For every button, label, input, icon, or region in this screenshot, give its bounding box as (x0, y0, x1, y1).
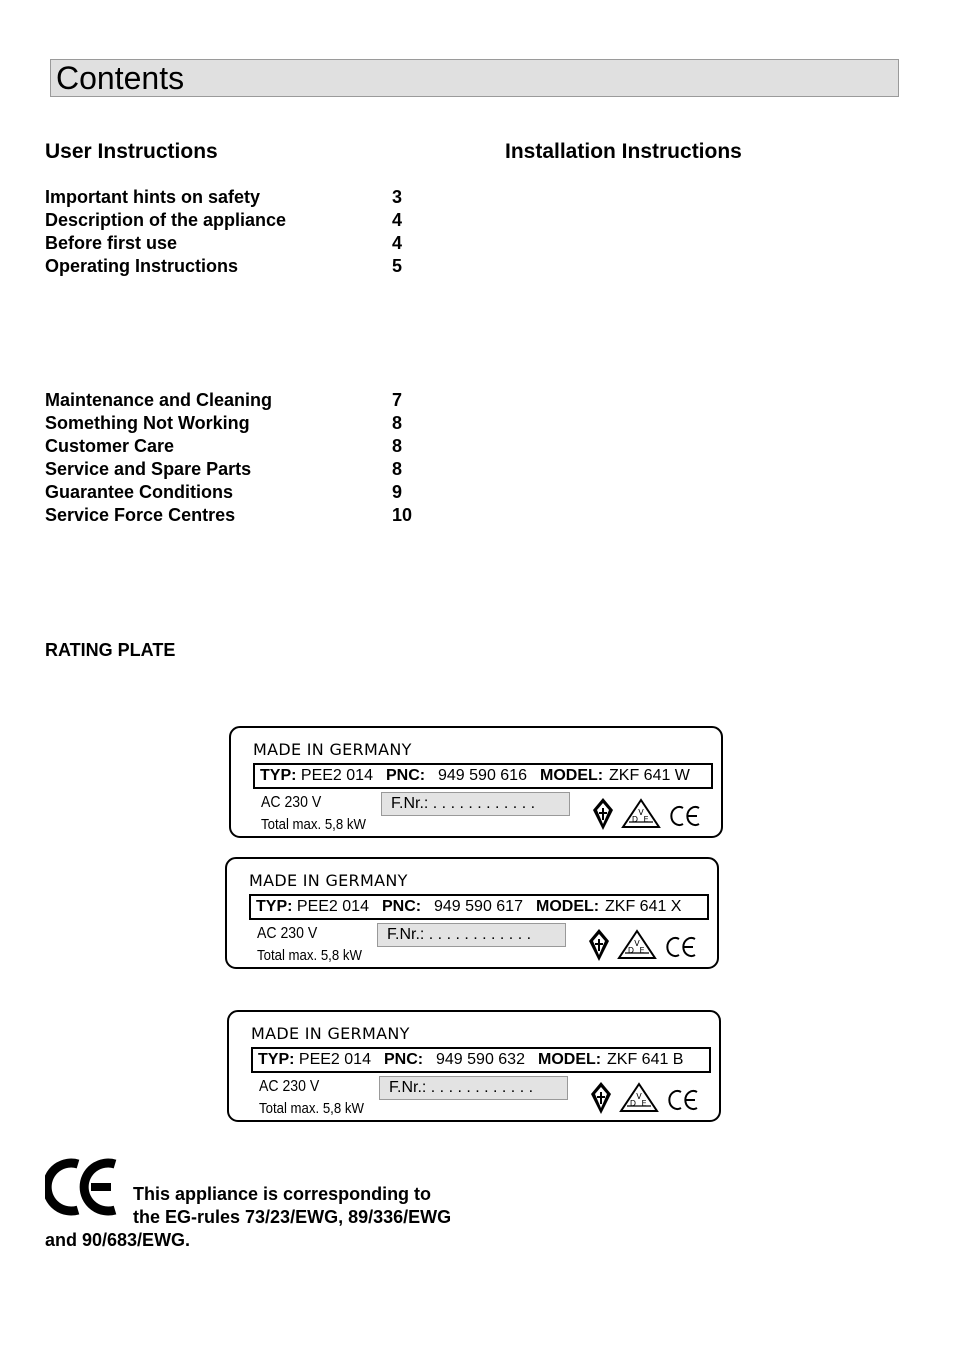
vde-letter-right: E (639, 946, 645, 955)
toc-item-page: 9 (392, 482, 403, 502)
model-label: MODEL: (540, 767, 604, 784)
plate-total-power: Total max. 5,8 kW (261, 816, 366, 833)
toc-item[interactable] (45, 412, 465, 435)
user-instructions-heading: User Instructions (45, 140, 218, 163)
plate-serial-field: F.Nr.: . . . . . . . . . . . . (379, 1076, 568, 1100)
toc-item[interactable] (45, 504, 465, 527)
vde-mark-icon (623, 800, 659, 827)
toc-item-page: 4 (392, 233, 403, 253)
toc-item-page: 3 (392, 187, 403, 207)
toc-item-page: 8 (392, 436, 403, 456)
plate-info-box (249, 894, 709, 920)
model-label: MODEL: (536, 898, 600, 915)
pnc-label: PNC: (382, 898, 422, 915)
rating-plate (225, 857, 719, 969)
pnc-value: 949 590 616 (438, 767, 527, 784)
pnc-value: 949 590 632 (436, 1051, 525, 1068)
model-value: ZKF 641 W (609, 767, 690, 784)
typ-label: TYP: (258, 1051, 295, 1068)
safety-mark-icon (593, 798, 613, 830)
vde-letter-right: E (643, 815, 649, 824)
model-label: MODEL: (538, 1051, 602, 1068)
toc-item[interactable] (45, 458, 465, 481)
toc-item-page: 8 (392, 413, 403, 433)
typ-value: PEE2 014 (296, 898, 369, 915)
ce-mark-icon (669, 1091, 697, 1109)
pnc-value: 949 590 617 (434, 898, 523, 915)
toc-group-1 (45, 186, 465, 278)
plate-voltage: AC 230 V (257, 925, 318, 942)
vde-letter-left: D (627, 946, 635, 955)
ce-mark-icon (671, 807, 699, 825)
plate-made-in: MADE IN GERMANY (251, 1024, 410, 1043)
toc-item-page: 5 (392, 256, 403, 276)
toc-item-label: Guarantee Conditions (45, 482, 234, 502)
plate-made-in: MADE IN GERMANY (249, 871, 408, 890)
toc-item-page: 8 (392, 459, 403, 479)
toc-item[interactable] (45, 255, 465, 278)
toc-group-2 (45, 389, 465, 527)
plate-voltage: AC 230 V (259, 1078, 320, 1095)
model-value: ZKF 641 X (605, 898, 682, 915)
toc-item[interactable] (45, 232, 465, 255)
typ-label: TYP: (256, 898, 293, 915)
conformity-line-2: the EG-rules 73/23/EWG, 89/336/EWG (133, 1207, 452, 1227)
installation-instructions-heading: Installation Instructions (505, 140, 742, 163)
vde-mark-icon (619, 931, 655, 958)
toc-item[interactable] (45, 389, 465, 412)
toc-item-page: 7 (392, 390, 403, 410)
vde-letter-top: V (636, 1092, 642, 1101)
certification-marks (591, 796, 711, 834)
plate-serial-field: F.Nr.: . . . . . . . . . . . . (377, 923, 566, 947)
toc-item-label: Customer Care (45, 436, 175, 456)
pnc-label: PNC: (384, 1051, 424, 1068)
vde-letter-top: V (634, 939, 640, 948)
contents-title-bar (50, 59, 899, 97)
model-value: ZKF 641 B (607, 1051, 684, 1068)
toc-item-label: Description of the appliance (45, 210, 287, 230)
plate-made-in: MADE IN GERMANY (253, 740, 412, 759)
plate-total-power: Total max. 5,8 kW (259, 1100, 364, 1117)
safety-mark-icon (591, 1082, 611, 1114)
vde-letter-left: D (631, 815, 639, 824)
conformity-line-3: and 90/683/EWG. (45, 1230, 191, 1250)
toc-item-label: Maintenance and Cleaning (45, 390, 273, 410)
toc-item-label: Operating Instructions (45, 256, 239, 276)
toc-item[interactable] (45, 435, 465, 458)
vde-mark-icon (621, 1084, 657, 1111)
typ-value: PEE2 014 (300, 767, 373, 784)
typ-label: TYP: (260, 767, 297, 784)
plate-info-box (251, 1047, 711, 1073)
vde-letter-right: E (641, 1099, 647, 1108)
rating-plate (229, 726, 723, 838)
plate-serial-field: F.Nr.: . . . . . . . . . . . . (381, 792, 570, 816)
rating-plate-heading: RATING PLATE (45, 640, 176, 660)
vde-letter-left: D (629, 1099, 637, 1108)
toc-item-label: Service Force Centres (45, 505, 236, 525)
typ-value: PEE2 014 (298, 1051, 371, 1068)
rating-plate (227, 1010, 721, 1122)
safety-mark-icon (589, 929, 609, 961)
plate-info-box (253, 763, 713, 789)
certification-marks (589, 1080, 709, 1118)
plate-total-power: Total max. 5,8 kW (257, 947, 362, 964)
vde-letter-top: V (638, 808, 644, 817)
toc-item-label: Service and Spare Parts (45, 459, 252, 479)
page-title: Contents (56, 60, 185, 96)
toc-item-page: 4 (392, 210, 403, 230)
conformity-line-1: This appliance is corresponding to (133, 1184, 432, 1204)
toc-item-label: Something Not Working (45, 413, 250, 433)
toc-item-label: Before first use (45, 233, 178, 253)
toc-item[interactable] (45, 186, 465, 209)
toc-item-label: Important hints on safety (45, 187, 261, 207)
toc-item[interactable] (45, 481, 465, 504)
certification-marks (587, 927, 707, 965)
toc-item-page: 10 (392, 505, 413, 525)
ce-mark-icon (667, 938, 695, 956)
pnc-label: PNC: (386, 767, 426, 784)
ce-conformity-icon (45, 1156, 121, 1218)
toc-item[interactable] (45, 209, 465, 232)
plate-voltage: AC 230 V (261, 794, 322, 811)
